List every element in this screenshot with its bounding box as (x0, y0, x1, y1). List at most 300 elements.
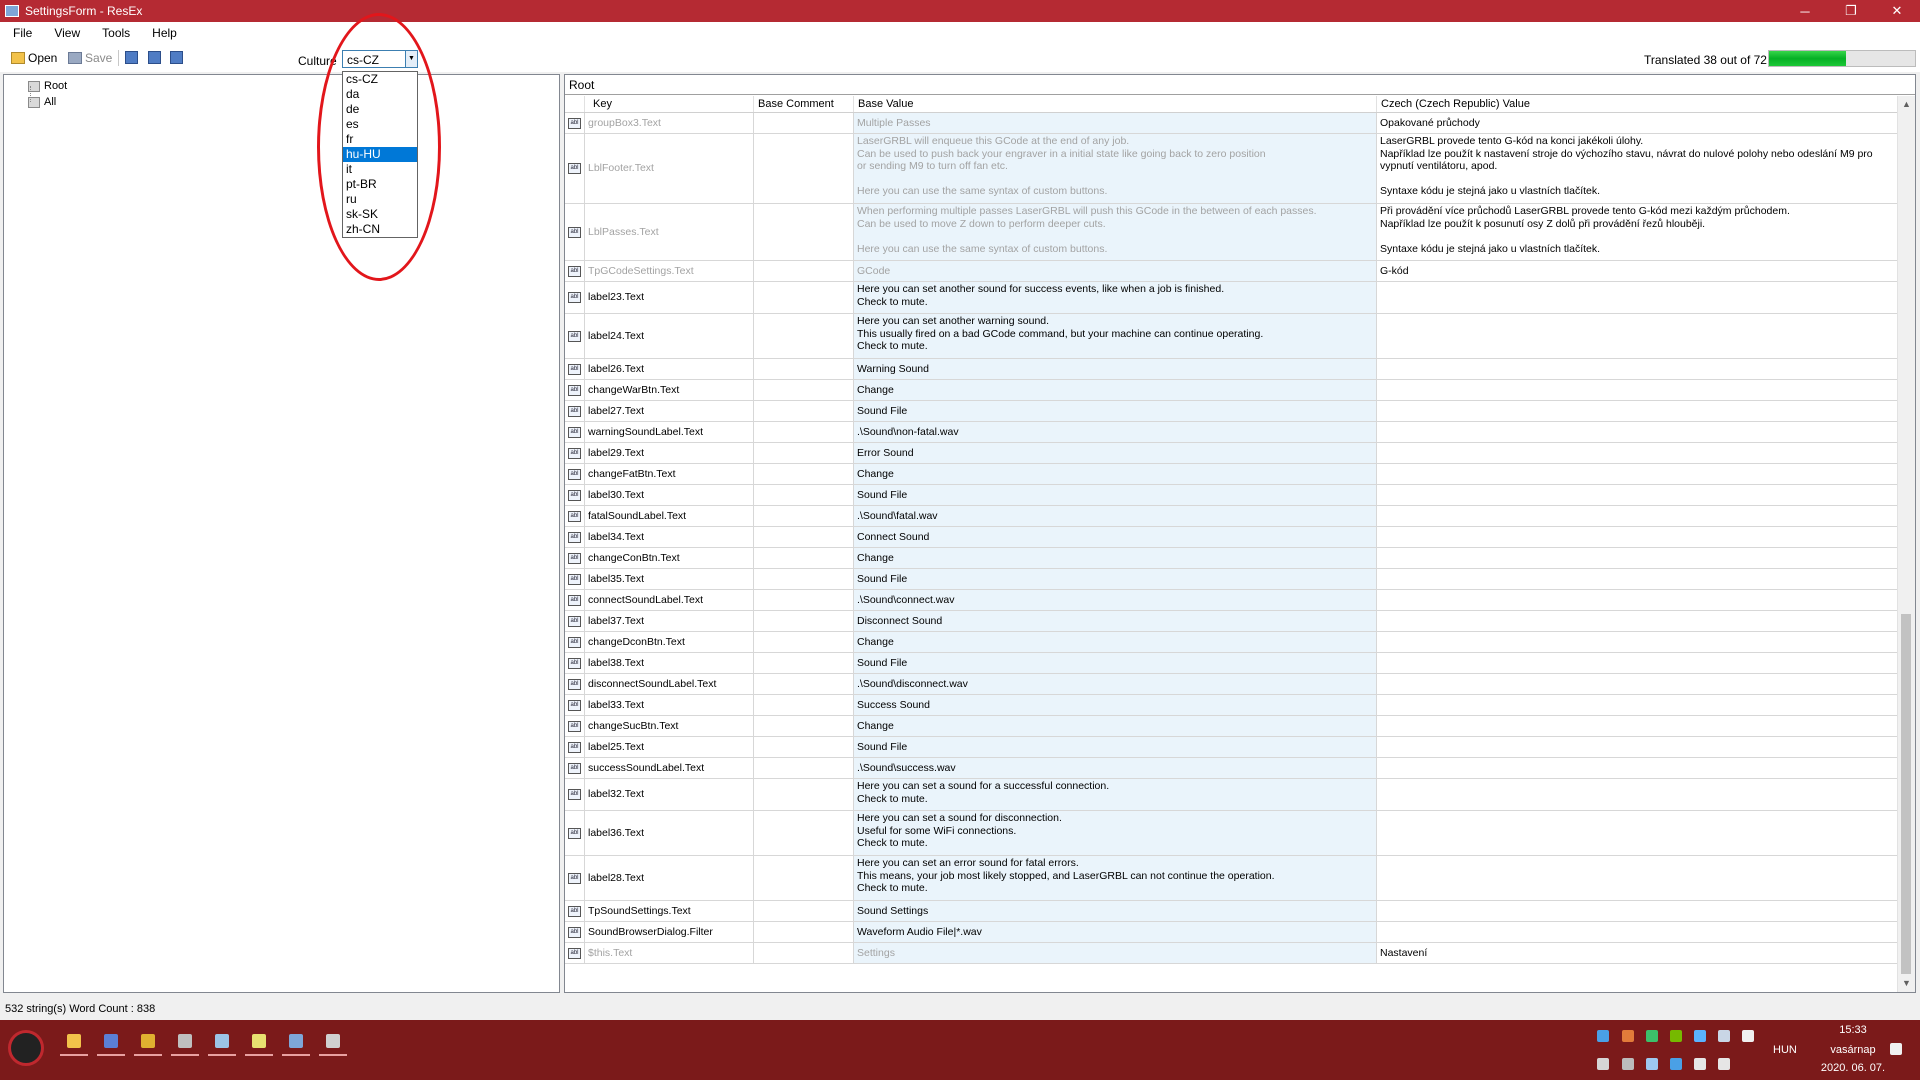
base-value-cell: Warning Sound (854, 359, 1377, 379)
row-header-cell[interactable] (565, 134, 585, 203)
base-comment-cell[interactable] (754, 113, 854, 133)
taskbar-app-button[interactable] (245, 1028, 273, 1056)
base-value-cell: Sound File (854, 737, 1377, 757)
table-row[interactable] (565, 422, 1898, 443)
base-comment-cell[interactable] (754, 632, 854, 652)
key-cell: fatalSoundLabel.Text (585, 506, 754, 526)
base-value-cell: Multiple Passes (854, 113, 1377, 133)
text-resource-icon: abl (568, 292, 581, 303)
base-value-cell: Here you can set another sound for success events, like when a job is finished. Check to mute. (854, 282, 1377, 313)
czech-value-cell[interactable] (1377, 779, 1898, 810)
window-controls (1782, 0, 1920, 22)
grid-vertical-scrollbar[interactable] (1897, 96, 1915, 992)
culture-option-da[interactable]: da (346, 87, 360, 101)
base-value-cell: Here you can set an error sound for fatal errors. This means, your job most likely stopped, and LaserGRBL can not continue the operation. Check to mute. (854, 856, 1377, 900)
taskbar-app-button[interactable] (208, 1028, 236, 1056)
key-cell: label29.Text (585, 443, 754, 463)
base-comment-cell[interactable] (754, 464, 854, 484)
base-comment-cell[interactable] (754, 758, 854, 778)
table-row[interactable] (565, 113, 1898, 134)
base-comment-cell[interactable] (754, 401, 854, 421)
row-header-cell[interactable] (565, 737, 585, 757)
row-header-cell[interactable] (565, 653, 585, 673)
table-row[interactable] (565, 653, 1898, 674)
tools-app-icon (178, 1034, 192, 1048)
translation-progress-bar (1768, 50, 1916, 67)
czech-value-cell[interactable] (1377, 590, 1898, 610)
base-comment-cell[interactable] (754, 943, 854, 963)
base-comment-cell[interactable] (754, 506, 854, 526)
base-comment-cell[interactable] (754, 314, 854, 358)
table-row[interactable] (565, 485, 1898, 506)
action-center-icon[interactable] (1890, 1043, 1902, 1055)
scrollbar-thumb[interactable] (1901, 614, 1911, 974)
base-comment-cell[interactable] (754, 856, 854, 900)
base-value-cell: Error Sound (854, 443, 1377, 463)
display-icon[interactable] (1597, 1058, 1609, 1070)
base-value-cell: When performing multiple passes LaserGRBL will push this GCode in the between of each passes. Can be used to move Z down to perform deeper cuts. Here you can use the same syntax of custom buttons. (854, 204, 1377, 260)
taskbar-app-button[interactable] (134, 1028, 162, 1056)
czech-value-cell[interactable] (1377, 359, 1898, 379)
row-header-cell[interactable] (565, 758, 585, 778)
culture-option-de[interactable]: de (346, 102, 360, 116)
czech-value-cell[interactable] (1377, 548, 1898, 568)
column-header-base-value[interactable]: Base Value (854, 96, 1377, 112)
key-cell: changeConBtn.Text (585, 548, 754, 568)
shield-icon[interactable] (1646, 1030, 1658, 1042)
notification-app-icon[interactable] (1742, 1030, 1754, 1042)
row-header-cell[interactable] (565, 506, 585, 526)
tree-item-label: Root (44, 80, 68, 92)
table-row[interactable] (565, 758, 1898, 779)
taskbar-app-button[interactable] (97, 1028, 125, 1056)
text-resource-icon: abl (568, 763, 581, 774)
row-header-cell[interactable] (565, 282, 585, 313)
czech-value-cell[interactable] (1377, 506, 1898, 526)
toolbar (0, 44, 1920, 72)
chevron-down-icon[interactable]: ▼ (405, 51, 417, 67)
base-value-cell: Waveform Audio File|*.wav (854, 922, 1377, 942)
row-header-cell[interactable] (565, 359, 585, 379)
text-resource-icon: abl (568, 364, 581, 375)
minimize-button[interactable]: ─ (1800, 3, 1810, 19)
steam-icon (215, 1034, 229, 1048)
resource-grid (565, 96, 1898, 964)
base-comment-cell[interactable] (754, 611, 854, 631)
culture-select[interactable] (342, 50, 418, 68)
file-explorer-icon (67, 1034, 81, 1048)
table-row[interactable] (565, 922, 1898, 943)
export-icon[interactable] (125, 51, 138, 64)
tree-item-root[interactable] (28, 78, 67, 94)
maximize-button[interactable]: ❐ (1845, 3, 1857, 18)
culture-dropdown-list (342, 71, 418, 238)
battery-icon[interactable] (1694, 1058, 1706, 1070)
tree-item-label: All (44, 96, 57, 108)
culture-option-it[interactable]: it (346, 162, 352, 176)
row-header-cell[interactable] (565, 113, 585, 133)
text-resource-icon: abl (568, 658, 581, 669)
row-header-cell[interactable] (565, 464, 585, 484)
czech-value-cell[interactable] (1377, 443, 1898, 463)
table-row[interactable] (565, 314, 1898, 359)
base-comment-cell[interactable] (754, 422, 854, 442)
table-row[interactable] (565, 401, 1898, 422)
key-cell: label23.Text (585, 282, 754, 313)
culture-option-es[interactable]: es (346, 117, 359, 131)
text-resource-icon: abl (568, 616, 581, 627)
hidden-row-icon: abl (568, 948, 581, 959)
table-row[interactable] (565, 590, 1898, 611)
czech-value-cell[interactable] (1377, 737, 1898, 757)
key-cell: LblPasses.Text (585, 204, 754, 260)
text-resource-icon: abl (568, 637, 581, 648)
text-resource-icon: abl (568, 679, 581, 690)
base-value-cell: .\Sound\fatal.wav (854, 506, 1377, 526)
find-icon[interactable] (170, 51, 183, 64)
nvidia-icon[interactable] (1670, 1030, 1682, 1042)
scroll-up-arrow-icon[interactable]: ▲ (1902, 99, 1911, 109)
czech-value-cell[interactable] (1377, 569, 1898, 589)
resource-tree (14, 78, 67, 110)
row-header-cell[interactable] (565, 856, 585, 900)
input-language[interactable]: HUN (1773, 1044, 1797, 1056)
row-header-cell[interactable] (565, 695, 585, 715)
base-comment-cell[interactable] (754, 443, 854, 463)
hidden-row-icon: abl (568, 163, 581, 174)
row-header-cell[interactable] (565, 401, 585, 421)
base-value-cell: LaserGRBL will enqueue this GCode at the end of any job. Can be used to push back your engraver in a initial state like going back to zero position or sending M9 to turn off fan etc. Here you can use the same syntax of custom buttons. (854, 134, 1377, 203)
table-row[interactable] (565, 359, 1898, 380)
czech-value-cell[interactable] (1377, 632, 1898, 652)
resource-grid-pane (564, 74, 1916, 993)
base-value-cell: Change (854, 548, 1377, 568)
column-header-base-comment[interactable]: Base Comment (754, 96, 854, 112)
table-row[interactable] (565, 674, 1898, 695)
table-row[interactable] (565, 464, 1898, 485)
key-cell: LblFooter.Text (585, 134, 754, 203)
onedrive-icon[interactable] (1694, 1030, 1706, 1042)
key-cell: label24.Text (585, 314, 754, 358)
culture-option-pt-br[interactable]: pt-BR (346, 177, 377, 191)
text-resource-icon: abl (568, 427, 581, 438)
table-row[interactable] (565, 611, 1898, 632)
base-comment-cell[interactable] (754, 901, 854, 921)
czech-value-cell[interactable] (1377, 922, 1898, 942)
row-header-cell[interactable] (565, 261, 585, 281)
base-comment-cell[interactable] (754, 359, 854, 379)
column-header-key[interactable]: Key (585, 96, 754, 112)
key-cell: TpSoundSettings.Text (585, 901, 754, 921)
table-row[interactable] (565, 134, 1898, 204)
culture-option-fr[interactable]: fr (346, 132, 354, 146)
key-cell: label34.Text (585, 527, 754, 547)
text-resource-icon: abl (568, 331, 581, 342)
czech-value-cell[interactable] (1377, 695, 1898, 715)
base-value-cell: Sound File (854, 401, 1377, 421)
key-cell: warningSoundLabel.Text (585, 422, 754, 442)
translation-progress-label: Translated 38 out of 72 (1644, 53, 1767, 67)
base-value-cell: Sound Settings (854, 901, 1377, 921)
row-header-cell[interactable] (565, 922, 585, 942)
text-resource-icon: abl (568, 469, 581, 480)
table-row[interactable] (565, 737, 1898, 758)
culture-option-cs-cz[interactable]: cs-CZ (346, 72, 378, 86)
czech-value-cell[interactable] (1377, 527, 1898, 547)
key-cell: groupBox3.Text (585, 113, 754, 133)
text-resource-icon: abl (568, 574, 581, 585)
toolbar-separator (118, 50, 119, 66)
row-header-cell[interactable] (565, 674, 585, 694)
table-row[interactable] (565, 779, 1898, 811)
tree-item-all[interactable] (28, 94, 67, 110)
close-button[interactable]: ✕ (1891, 3, 1903, 18)
printer-icon[interactable] (1622, 1058, 1634, 1070)
column-header-czech-value[interactable]: Czech (Czech Republic) Value (1377, 96, 1898, 112)
menu-tools[interactable]: Tools (102, 26, 131, 40)
row-header-cell[interactable] (565, 569, 585, 589)
key-cell: label35.Text (585, 569, 754, 589)
text-resource-icon: abl (568, 532, 581, 543)
taskbar-app-button[interactable] (282, 1028, 310, 1056)
water-drop-icon[interactable] (1646, 1058, 1658, 1070)
row-header-cell[interactable] (565, 716, 585, 736)
key-cell: connectSoundLabel.Text (585, 590, 754, 610)
base-comment-cell[interactable] (754, 261, 854, 281)
base-value-cell: Success Sound (854, 695, 1377, 715)
base-comment-cell[interactable] (754, 204, 854, 260)
czech-value-cell[interactable]: G-kód (1377, 261, 1898, 281)
key-cell: label25.Text (585, 737, 754, 757)
key-cell: label26.Text (585, 359, 754, 379)
row-header-cell[interactable] (565, 632, 585, 652)
key-cell: disconnectSoundLabel.Text (585, 674, 754, 694)
table-row[interactable] (565, 901, 1898, 922)
clock-time[interactable]: 15:33 (1839, 1024, 1867, 1036)
czech-value-cell[interactable] (1377, 282, 1898, 313)
base-value-cell: Sound File (854, 485, 1377, 505)
base-comment-cell[interactable] (754, 653, 854, 673)
scroll-down-arrow-icon[interactable]: ▼ (1902, 978, 1911, 988)
base-comment-cell[interactable] (754, 569, 854, 589)
culture-label: Culture (298, 54, 337, 68)
speaker-icon[interactable] (1718, 1058, 1730, 1070)
notepad-icon (252, 1034, 266, 1048)
open-button[interactable] (11, 49, 57, 67)
czech-value-cell[interactable] (1377, 314, 1898, 358)
czech-value-cell[interactable]: Opakované průchody (1377, 113, 1898, 133)
table-row[interactable] (565, 943, 1898, 964)
row-header-cell[interactable] (565, 611, 585, 631)
base-comment-cell[interactable] (754, 811, 854, 855)
base-comment-cell[interactable] (754, 548, 854, 568)
base-value-cell: Sound File (854, 653, 1377, 673)
czech-value-cell[interactable] (1377, 901, 1898, 921)
key-cell: label36.Text (585, 811, 754, 855)
czech-value-cell[interactable]: Nastavení (1377, 943, 1898, 963)
czech-value-cell[interactable] (1377, 811, 1898, 855)
key-cell: TpGCodeSettings.Text (585, 261, 754, 281)
row-header-cell[interactable] (565, 204, 585, 260)
chrome-icon (141, 1034, 155, 1048)
base-value-cell: Here you can set a sound for disconnection. Useful for some WiFi connections. Check to mute. (854, 811, 1377, 855)
row-header-cell[interactable] (565, 590, 585, 610)
czech-value-cell[interactable] (1377, 674, 1898, 694)
key-cell: label27.Text (585, 401, 754, 421)
base-comment-cell[interactable] (754, 527, 854, 547)
hidden-row-icon: abl (568, 227, 581, 238)
base-comment-cell[interactable] (754, 134, 854, 203)
taskbar-app-button[interactable] (60, 1028, 88, 1056)
menu-file[interactable]: File (13, 26, 33, 40)
base-comment-cell[interactable] (754, 716, 854, 736)
culture-select-value: cs-CZ (347, 53, 379, 67)
save-button[interactable] (68, 49, 112, 67)
table-row[interactable] (565, 443, 1898, 464)
key-cell: changeWarBtn.Text (585, 380, 754, 400)
row-header-cell[interactable] (565, 943, 585, 963)
menu-help[interactable]: Help (152, 26, 177, 40)
table-row[interactable] (565, 380, 1898, 401)
status-bar: 532 string(s) Word Count : 838 (5, 1003, 156, 1015)
table-row[interactable] (565, 569, 1898, 590)
table-row[interactable] (565, 261, 1898, 282)
row-header-cell[interactable] (565, 527, 585, 547)
row-header-cell[interactable] (565, 901, 585, 921)
table-row[interactable] (565, 282, 1898, 314)
menu-bar (0, 22, 1920, 44)
base-value-cell: Change (854, 380, 1377, 400)
menu-view[interactable]: View (54, 26, 81, 40)
base-comment-cell[interactable] (754, 282, 854, 313)
row-header-cell[interactable] (565, 380, 585, 400)
text-resource-icon: abl (568, 927, 581, 938)
key-cell: changeFatBtn.Text (585, 464, 754, 484)
row-header-column (565, 96, 585, 112)
czech-value-cell[interactable] (1377, 856, 1898, 900)
save-label: Save (85, 51, 113, 65)
grid-caption: Root (565, 75, 1915, 95)
floppy-disk-icon (68, 52, 82, 64)
base-comment-cell[interactable] (754, 922, 854, 942)
hidden-row-icon: abl (568, 118, 581, 129)
clock-date[interactable]: 2020. 06. 07. (1820, 1062, 1886, 1074)
key-cell: label33.Text (585, 695, 754, 715)
culture-option-zh-cn[interactable]: zh-CN (346, 222, 381, 236)
sync-icon[interactable] (1670, 1058, 1682, 1070)
table-row[interactable] (565, 506, 1898, 527)
text-resource-icon: abl (568, 406, 581, 417)
base-comment-cell[interactable] (754, 779, 854, 810)
network-app-icon (326, 1034, 340, 1048)
taskbar-app-button[interactable] (319, 1028, 347, 1056)
czech-value-cell[interactable] (1377, 653, 1898, 673)
czech-value-cell[interactable] (1377, 611, 1898, 631)
import-icon[interactable] (148, 51, 161, 64)
table-row[interactable] (565, 204, 1898, 261)
clock-day[interactable]: vasárnap (1830, 1044, 1876, 1056)
czech-value-cell[interactable] (1377, 716, 1898, 736)
row-header-cell[interactable] (565, 422, 585, 442)
row-header-cell[interactable] (565, 779, 585, 810)
czech-value-cell[interactable]: Při provádění více průchodů LaserGRBL provede tento G-kód mezi každým průchodem. Například lze použít k posunutí osy Z dolů při provádění řezů hlouběji. Syntaxe kódu je stejná jako u vlastních tlačítek. (1377, 204, 1898, 260)
culture-option-ru[interactable]: ru (346, 192, 357, 206)
base-value-cell: GCode (854, 261, 1377, 281)
tray-app-icon[interactable] (1622, 1030, 1634, 1042)
czech-value-cell[interactable] (1377, 422, 1898, 442)
table-row[interactable] (565, 856, 1898, 901)
row-header-cell[interactable] (565, 314, 585, 358)
row-header-cell[interactable] (565, 443, 585, 463)
resource-tree-pane (3, 74, 560, 993)
start-button[interactable] (8, 1030, 44, 1066)
czech-value-cell[interactable] (1377, 485, 1898, 505)
folder-open-icon (11, 52, 25, 64)
base-value-cell: Disconnect Sound (854, 611, 1377, 631)
text-resource-icon: abl (568, 873, 581, 884)
base-comment-cell[interactable] (754, 380, 854, 400)
table-row[interactable] (565, 695, 1898, 716)
text-resource-icon: abl (568, 721, 581, 732)
window-title: SettingsForm - ResEx (25, 4, 143, 18)
culture-option-hu-hu[interactable]: hu-HU (343, 147, 417, 162)
base-value-cell: Here you can set a sound for a successful connection. Check to mute. (854, 779, 1377, 810)
table-row[interactable] (565, 716, 1898, 737)
row-header-cell[interactable] (565, 548, 585, 568)
base-comment-cell[interactable] (754, 590, 854, 610)
base-comment-cell[interactable] (754, 674, 854, 694)
culture-option-sk-sk[interactable]: sk-SK (346, 207, 379, 221)
text-resource-icon: abl (568, 700, 581, 711)
resex-icon (289, 1034, 303, 1048)
base-value-cell: Settings (854, 943, 1377, 963)
czech-value-cell[interactable] (1377, 758, 1898, 778)
open-label: Open (28, 51, 58, 65)
row-header-cell[interactable] (565, 811, 585, 855)
table-row[interactable] (565, 527, 1898, 548)
row-header-cell[interactable] (565, 485, 585, 505)
base-comment-cell[interactable] (754, 485, 854, 505)
grid-header (565, 96, 1898, 113)
table-row[interactable] (565, 548, 1898, 569)
taskbar-app-button[interactable] (171, 1028, 199, 1056)
text-resource-icon: abl (568, 511, 581, 522)
base-comment-cell[interactable] (754, 737, 854, 757)
czech-value-cell[interactable] (1377, 401, 1898, 421)
tree-connector-line (30, 86, 32, 102)
hidden-row-icon: abl (568, 266, 581, 277)
text-resource-icon: abl (568, 595, 581, 606)
steam-tray-icon[interactable] (1718, 1030, 1730, 1042)
base-comment-cell[interactable] (754, 695, 854, 715)
bluetooth-icon[interactable] (1597, 1030, 1609, 1042)
czech-value-cell[interactable]: LaserGRBL provede tento G-kód na konci jakékoli úlohy. Například lze použít k nastavení stroje do výchozího stavu, návrat do nulové polohy nebo odeslání M9 pro vypnutí ventilátoru, apod. Syntaxe kódu je stejná jako u vlastních tlačítek. (1377, 134, 1898, 203)
text-resource-icon: abl (568, 789, 581, 800)
table-row[interactable] (565, 632, 1898, 653)
base-value-cell: Change (854, 464, 1377, 484)
key-cell: label30.Text (585, 485, 754, 505)
base-value-cell: .\Sound\connect.wav (854, 590, 1377, 610)
base-value-cell: .\Sound\success.wav (854, 758, 1377, 778)
czech-value-cell[interactable] (1377, 464, 1898, 484)
key-cell: changeDconBtn.Text (585, 632, 754, 652)
key-cell: changeSucBtn.Text (585, 716, 754, 736)
text-resource-icon: abl (568, 553, 581, 564)
progress-fill (1769, 51, 1846, 66)
table-row[interactable] (565, 811, 1898, 856)
czech-value-cell[interactable] (1377, 380, 1898, 400)
key-cell: successSoundLabel.Text (585, 758, 754, 778)
